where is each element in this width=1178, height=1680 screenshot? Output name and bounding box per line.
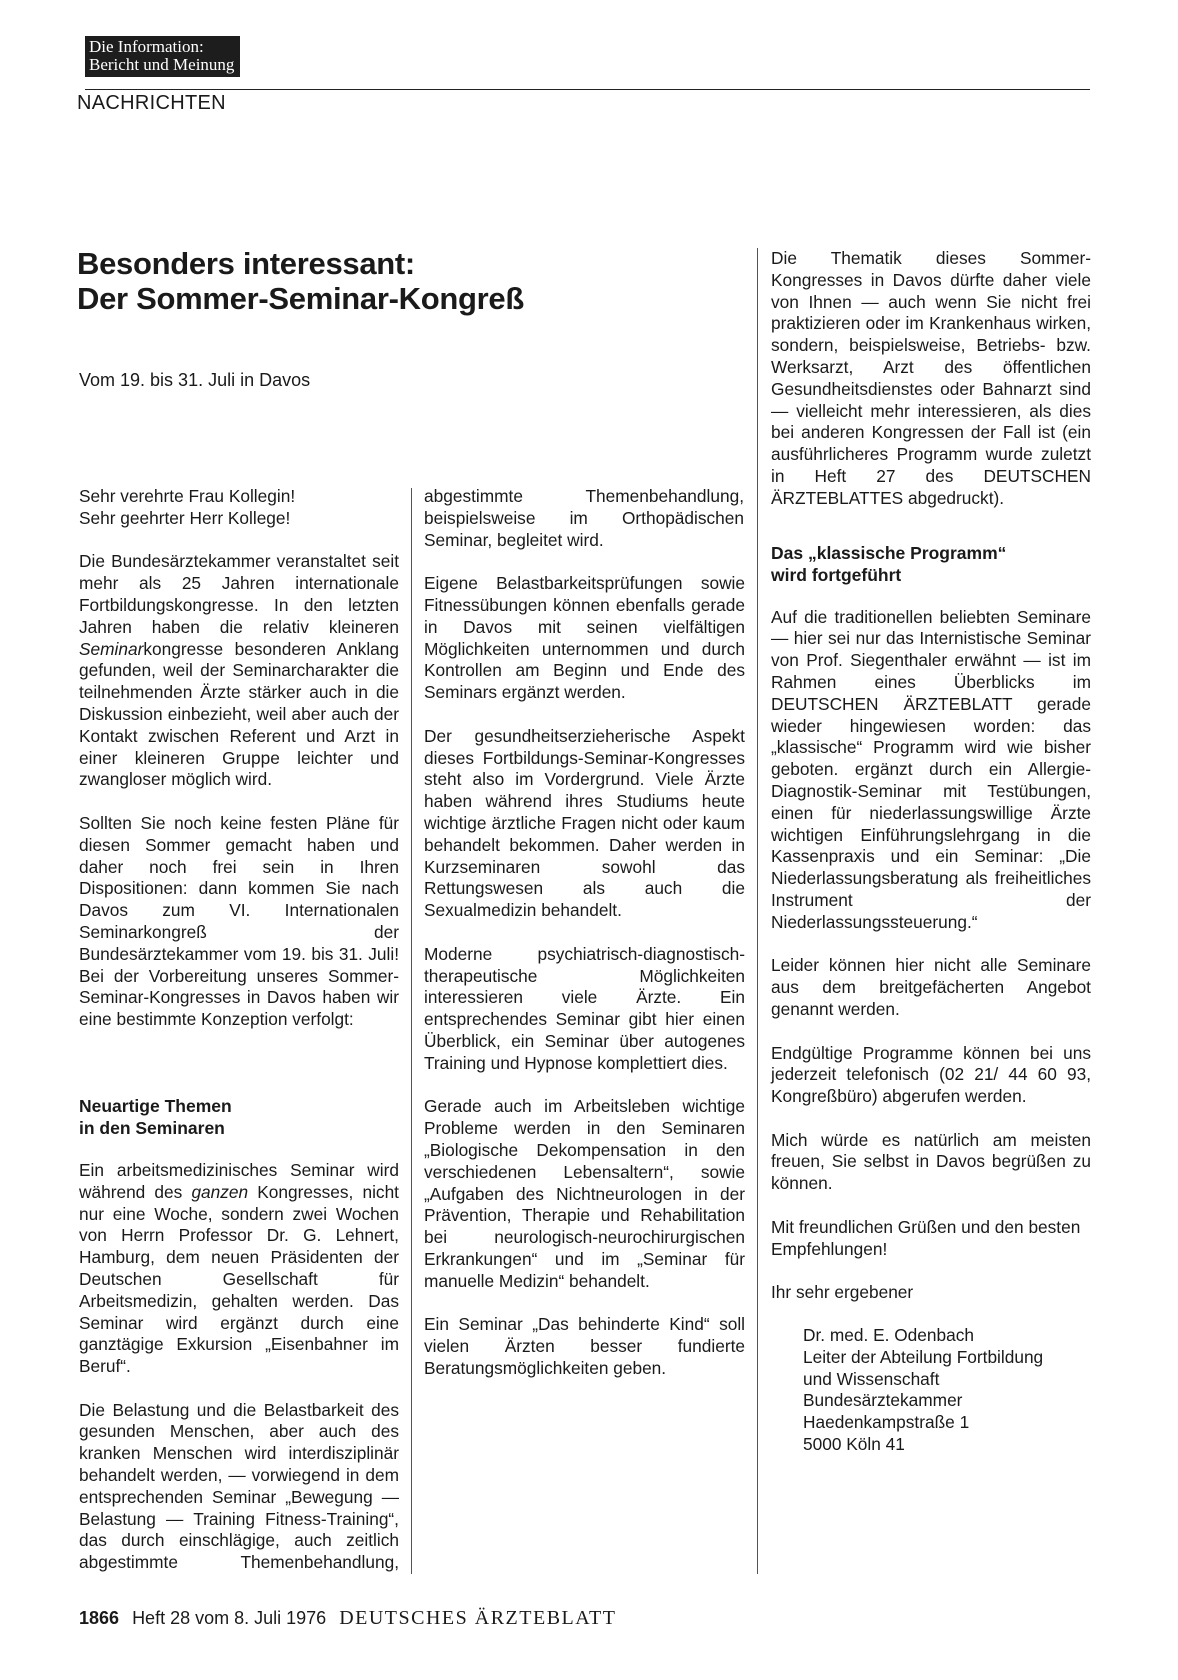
paragraph-mirror: abgestimmte Themenbehandlung, beispielsweise im Orthopädischen Seminar, begleitet wird. <box>424 486 744 550</box>
subheading-line: in den Seminaren <box>79 1117 225 1138</box>
salutation <box>79 486 399 530</box>
signature-block <box>803 1325 1091 1456</box>
paragraph: Auf die traditionellen beliebten Seminare — hier sei nur das Internistische Seminar von Prof. Siegenthaler erwähnt — ist im Rahmen eines Überblicks im DEUTSCHEN ÄRZTEBLATT gerade wieder hingewiesen worden: das „klassische“ Programm wird wie bisher geboten. ergänzt durch ein Allergie-Diagnostik-Seminar mit Testübungen, einen für niederlassungswillige Ärzte wichtigen Einführungslehrgang in die Kassenpraxis und ein Seminar: „Die Niederlassungsberatung als freiheitliches Instrument der Niederlassungssteuerung.“ <box>771 606 1091 932</box>
paragraph: Der gesundheitserzieherische Aspekt dieses Fortbildungs-Seminar-Kongresses steht also im Vordergrund. Viele Ärzte haben während ihres Studiums heute wichtige ärztliche Fragen nicht oder kaum behandelt bekommen. Daher werden in Kurzseminaren sowohl das Rettungswesen als auch die Sexualmedizin behandelt. <box>424 725 745 921</box>
issue-info: Heft 28 vom 8. Juli 1976 <box>132 1608 327 1628</box>
signature-role: und Wissenschaft <box>803 1368 940 1389</box>
text-run: kongresse besonderen Anklang gefunden, weil der Seminarcharakter die teilnehmenden Ärzte stärker auch in die Diskussion einbezieht, weil aber auch der Kontakt zwischen Referent und Arzt in einer kleineren Gruppe leichter und zwangloser möglich wird. <box>79 638 399 790</box>
text-column-2 <box>424 486 745 1380</box>
paragraph: Die Thematik dieses Sommer-Kongresses in Davos dürfte daher viele von Ihnen — auch wenn Sie nicht frei praktizieren oder im Krankenhaus wirken, sondern, beispielsweise, Betriebs- bzw. Werksarzt, Arzt des öffentlichen Gesundheitsdienstes oder Bahnarzt sind — vielleicht mehr interessieren, als dies bei anderen Kongressen der Fall ist (ein ausführlicheres Programm wurde zuletzt in Heft 27 des DEUTSCHEN ÄRZTEBLATTES abgedruckt). <box>771 248 1091 508</box>
text-column-1 <box>79 486 399 1574</box>
article-title-line1: Besonders interessant: <box>77 246 415 281</box>
section-label-line2: Bericht und Meinung <box>89 55 235 74</box>
subheading-line: Das „klassische Programm“ <box>771 542 1007 563</box>
emphasis: Seminar <box>79 638 144 659</box>
paragraph: Endgültige Programme können bei uns jederzeit telefonisch (02 21/ 44 60 93, Kongreßbüro) abgerufen werden. <box>771 1042 1091 1107</box>
section-label <box>85 36 240 77</box>
paragraph: Die Belastung und die Belastbarkeit des gesunden Menschen, aber auch des kranken Menschen wird interdisziplinär behandelt werden, — vorwiegend in dem entsprechenden Seminar „Bewegung — Belastung — Training Fitness-Training“, das durch einschlägige, auch zeitlich abgestimmte Themenbehandlung, <box>79 1399 399 1573</box>
paragraph: Gerade auch im Arbeitsleben wichtige Probleme werden in den Seminaren „Biologische Dekompensation in den verschiedenen Lebensaltern“, sowie „Aufgaben des Nichtneurologen in der Prävention, Therapie und Rehabilitation bei neurologisch-neurochirurgischen Erkrankungen“ und im „Seminar für manuelle Medizin“ behandelt. <box>424 1096 745 1291</box>
column-divider <box>757 248 758 1574</box>
paragraph: Ein Seminar „Das behinderte Kind“ soll vielen Ärzten besser fundierte Beratungsmöglichkeiten geben. <box>424 1314 745 1378</box>
paragraph: Leider können hier nicht alle Seminare aus dem breitgefächerten Angebot genannt werden. <box>771 955 1091 1019</box>
rubric: NACHRICHTEN <box>77 92 226 114</box>
text-run: Ein arbeitsmedizinisches Seminar wird während des <box>79 1159 399 1202</box>
section-label-line1: Die Information: <box>89 37 204 56</box>
text-run: Die Bundesärztekammer veranstaltet seit mehr als 25 Jahren internationale Fortbildungskongresse. In den letzten Jahren haben die relativ kleineren <box>79 551 399 637</box>
paragraph: Mit freundlichen Grüßen und den besten Empfehlungen! <box>771 1216 1081 1259</box>
article-subtitle: Vom 19. bis 31. Juli in Davos <box>79 370 311 390</box>
signature-organization: Bundesärztekammer <box>803 1390 963 1411</box>
paragraph-continuation <box>424 486 745 551</box>
page-number: 1866 <box>79 1608 120 1628</box>
paragraph: Moderne psychiatrisch-diagnostisch-therapeutische Möglichkeiten interessieren viele Ärzte. Ein entsprechendes Seminar gibt hier einen Überblick, ein Seminar über autogenes Training und Hypnose komplettiert dies. <box>424 943 745 1073</box>
text-run: Kongresses, nicht nur eine Woche, sondern zwei Wochen von Herrn Professor Dr. G. Lehnert, Hamburg, dem neuen Präsidenten der Deutschen Gesellschaft für Arbeitsmedizin, gehalten werden. Das Seminar wird ergänzt durch eine ganztägige Exkursion „Eisenbahner im Beruf“. <box>79 1181 399 1377</box>
signature-street: Haedenkampstraße 1 <box>803 1412 970 1433</box>
subheading <box>771 542 1091 586</box>
article-title <box>77 246 677 316</box>
header-rule <box>85 89 1090 90</box>
signature-name: Dr. med. E. Odenbach <box>803 1325 974 1346</box>
paragraph: Mich würde es natürlich am meisten freuen, Sie selbst in Davos begrüßen zu können. <box>771 1129 1091 1194</box>
subheading-line: Neuartige Themen <box>79 1095 232 1116</box>
paragraph: Sollten Sie noch keine festen Pläne für diesen Sommer gemacht haben und daher noch frei sein in Ihren Dispositionen: dann kommen Sie nach Davos zum VI. Internationalen Seminarkongreß der Bundesärztekammer vom 19. bis 31. Juli! Bei der Vorbereitung unseres Sommer-Seminar-Kongresses in Davos haben wir eine bestimmte Konzeption verfolgt: <box>79 812 399 1030</box>
signature-role: Leiter der Abteilung Fortbildung <box>803 1346 1044 1367</box>
column-divider <box>411 488 412 1574</box>
emphasis: ganzen <box>191 1181 249 1202</box>
closing: Ihr sehr ergebener <box>771 1282 914 1303</box>
text-column-3 <box>771 248 1091 1456</box>
signature-city: 5000 Köln 41 <box>803 1434 905 1455</box>
magazine-name: DEUTSCHES ÄRZTEBLATT <box>339 1607 617 1629</box>
subheading <box>79 1095 399 1139</box>
salutation-line: Sehr verehrte Frau Kollegin! <box>79 486 296 506</box>
salutation-line: Sehr geehrter Herr Kollege! <box>79 507 291 528</box>
paragraph: Eigene Belastbarkeitsprüfungen sowie Fitnessübungen können ebenfalls gerade in Davos mit seinen vielfältigen Möglichkeiten unternommen und durch Kontrollen am Beginn und Ende des Seminars ergänzt werden. <box>424 573 745 703</box>
paragraph <box>79 551 399 791</box>
paragraph <box>79 1160 399 1378</box>
article-title-line2: Der Sommer-Seminar-Kongreß <box>77 281 524 316</box>
page-footer <box>79 1607 616 1630</box>
subheading-line: wird fortgeführt <box>771 564 902 585</box>
